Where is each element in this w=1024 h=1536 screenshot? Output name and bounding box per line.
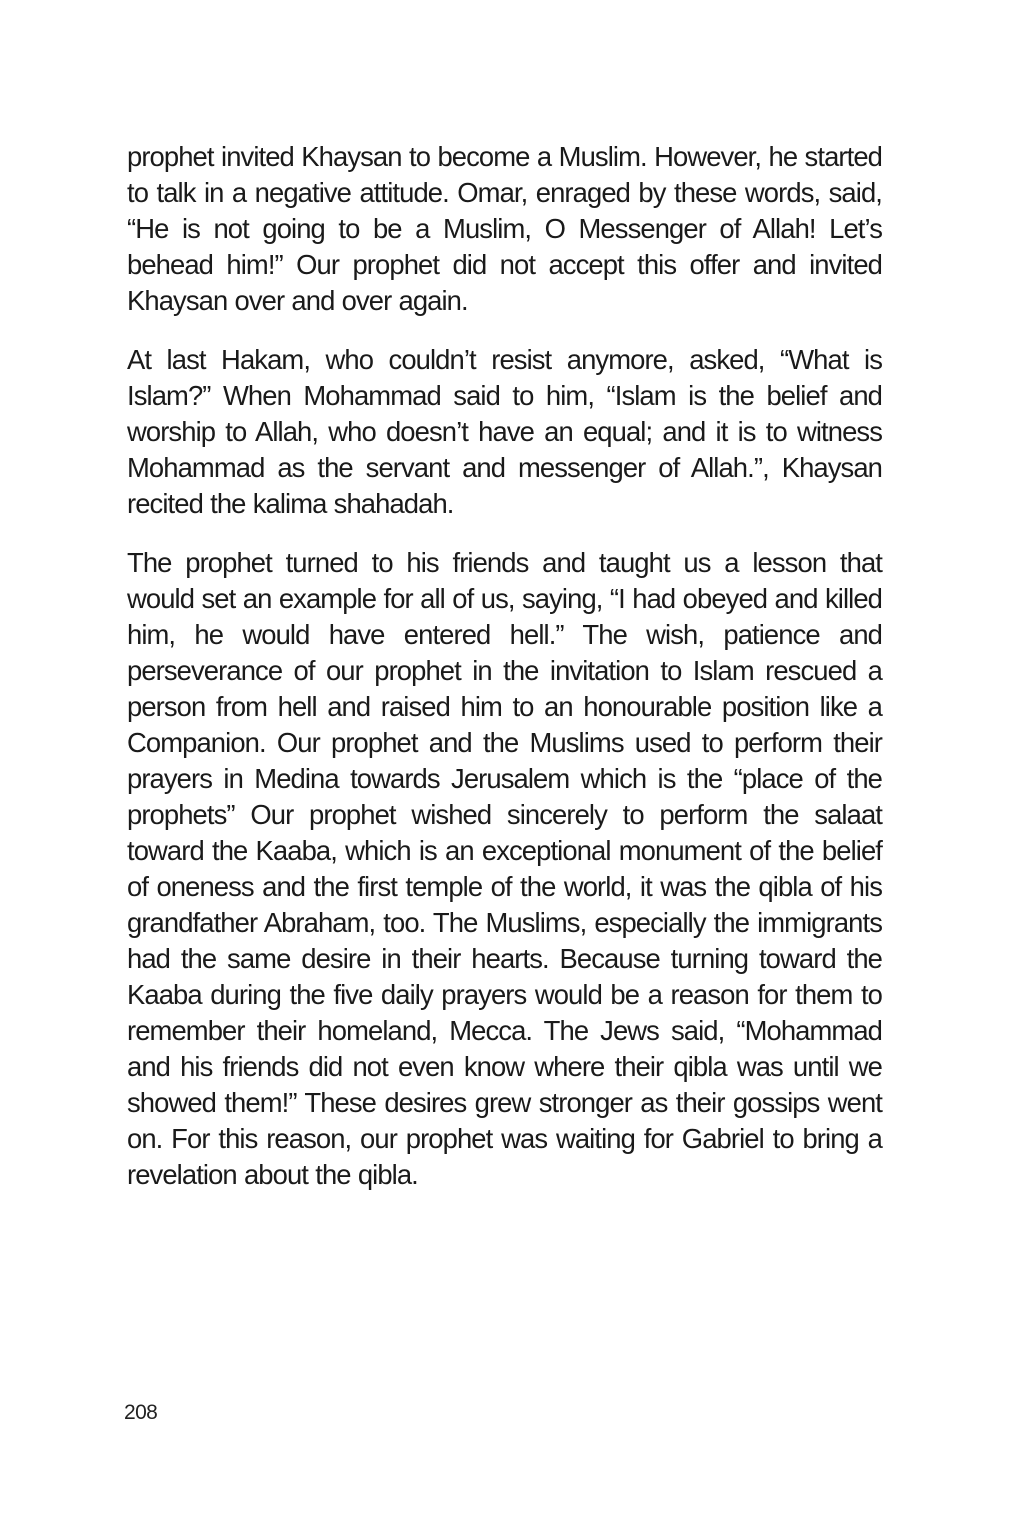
paragraph-khaysan-invitation: prophet invited Khaysan to become a Muslim. However, he started to talk in a negative attitude. Omar, enraged by these words, said, “He is not going to be a Muslim, O Messenger of Allah! Let’s behead him!” Our prophet did not accept this offer and invited Khaysan over and over again. (127, 141, 882, 316)
page-number: 208 (124, 1401, 158, 1424)
page-body (127, 139, 882, 1216)
paragraph-qibla: The prophet turned to his friends and taught us a lesson that would set an example for all of us, saying, “I had obeyed and killed him, he would have entered hell.” The wish, patience and perseverance of our prophet in the invitation to Islam rescued a person from hell and raised him to an honourable position like a Companion. Our prophet and the Muslims used to perform their prayers in Medina towards Jerusalem which is the “place of the prophets” Our prophet wished sincerely to perform the salaat toward the Kaaba, which is an exceptional monument of the belief of oneness and the first temple of the world, it was the qibla of his grandfather Abraham, too. The Muslims, especially the immigrants had the same desire in their hearts. Because turning toward the Kaaba during the five daily prayers would be a reason for them to remember their homeland, Mecca. The Jews said, “Mohammad and his friends did not even know where their qibla was until we showed them!” These desires grew stronger as their gossips went on. For this reason, our prophet was waiting for Gabriel to bring a revelation about the qibla. (127, 547, 882, 1190)
paragraph-hakam-shahadah: At last Hakam, who couldn’t resist anymore, asked, “What is Islam?” When Mohammad said to him, “Islam is the belief and worship to Allah, who doesn’t have an equal; and it is to witness Mohammad as the servant and messenger of Allah.”, Khaysan recited the kalima shahadah. (127, 344, 882, 519)
